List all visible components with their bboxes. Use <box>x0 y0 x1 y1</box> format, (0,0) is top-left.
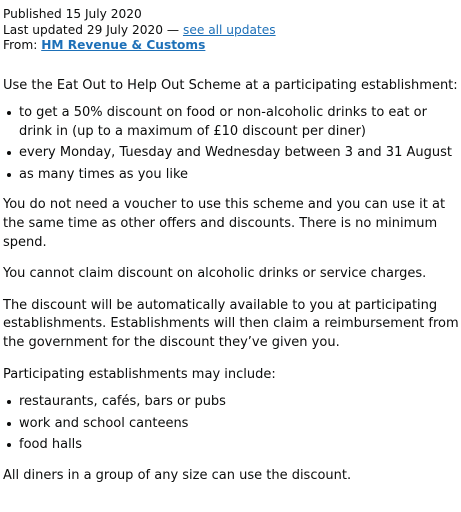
organisation-link[interactable]: HM Revenue & Customs <box>41 38 206 52</box>
updated-separator: — <box>166 22 180 37</box>
establishments-intro: Participating establishments may include: <box>3 366 276 382</box>
benefits-list <box>3 104 461 184</box>
published-line <box>3 7 461 23</box>
benefit-item: as many times as you like <box>19 166 461 185</box>
updated-line <box>3 23 461 39</box>
automatic-discount-paragraph: The discount will be automatically available to you at participating establishments. Establishments will then claim a reimbursement from the government for the discount they’ve given you. <box>3 297 459 351</box>
from-label: From: <box>3 38 38 52</box>
metadata-block <box>3 7 461 54</box>
establishment-item: food halls <box>19 436 461 455</box>
guidance-body <box>3 77 461 486</box>
alcohol-paragraph: You cannot claim discount on alcoholic drinks or service charges. <box>3 266 427 282</box>
see-all-updates-link[interactable]: see all updates <box>182 22 276 37</box>
group-paragraph: All diners in a group of any size can use the discount. <box>3 468 352 483</box>
establishment-item: work and school canteens <box>19 415 461 434</box>
establishment-item: restaurants, cafés, bars or pubs <box>19 393 461 412</box>
published-label: Published <box>3 7 62 21</box>
voucher-paragraph: You do not need a voucher to use this scheme and you can use it at the same time as other offers and discounts. There is no minimum spend. <box>3 197 446 250</box>
benefit-item: to get a 50% discount on food or non-alcoholic drinks to eat or drink in (up to a maximum of £10 discount per diner) <box>19 104 461 141</box>
updated-date: 29 July 2020 <box>86 22 164 37</box>
updated-label: Last updated <box>3 22 83 37</box>
benefit-item: every Monday, Tuesday and Wednesday between 3 and 31 August <box>19 144 461 163</box>
intro-paragraph: Use the Eat Out to Help Out Scheme at a participating establishment: <box>3 77 458 93</box>
establishments-list <box>3 393 461 455</box>
from-line <box>3 38 461 54</box>
published-date: 15 July 2020 <box>65 7 142 21</box>
